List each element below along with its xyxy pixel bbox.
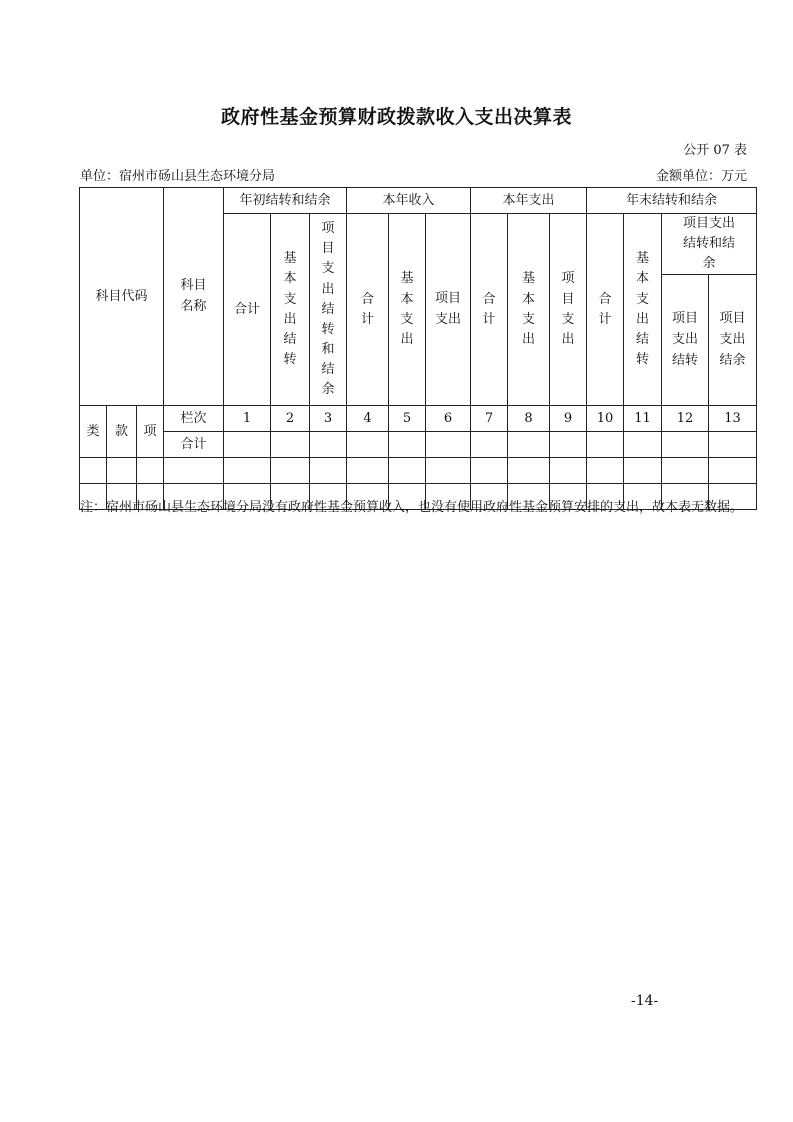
table-cell <box>662 432 709 458</box>
table-row <box>80 458 757 484</box>
table-cell <box>310 432 347 458</box>
table-cell <box>347 432 389 458</box>
table-cell <box>471 432 508 458</box>
col-g1-total: 合计 <box>224 214 271 406</box>
table-cell <box>224 458 271 484</box>
table-cell <box>389 432 426 458</box>
table-cell <box>508 458 550 484</box>
col-g4-project-balance <box>709 275 757 406</box>
table-cell <box>426 458 471 484</box>
budget-table <box>79 187 757 510</box>
col-g2-basic <box>389 214 426 406</box>
col-g2-total <box>347 214 389 406</box>
col-number: 8 <box>508 406 550 432</box>
col-number: 1 <box>224 406 271 432</box>
group-current-expense: 本年支出 <box>471 188 587 214</box>
col-number: 11 <box>624 406 662 432</box>
col-g3-basic-label: 基本支出 <box>521 271 535 347</box>
form-number: 公开 07 表 <box>683 143 747 158</box>
col-g4-project-balance-label: 项目支出结余 <box>719 311 746 368</box>
table-cell <box>137 458 164 484</box>
subject-name-header <box>164 188 224 406</box>
col-g3-project <box>550 214 587 406</box>
col-g1-project <box>310 214 347 406</box>
col-g1-project-label: 项目支出结转和结余 <box>321 221 335 398</box>
col-number: 5 <box>389 406 426 432</box>
table-cell <box>271 432 310 458</box>
page-title: 政府性基金预算财政拨款收入支出决算表 <box>220 106 572 128</box>
col-g4-total-label: 合计 <box>598 291 612 327</box>
col-number: 12 <box>662 406 709 432</box>
table-cell <box>662 458 709 484</box>
col-g2-basic-label: 基本支出 <box>400 271 414 347</box>
currency-unit: 金额单位：万元 <box>655 169 747 184</box>
subject-code-header: 科目代码 <box>80 188 164 406</box>
col-g2-project-label: 项目支出 <box>434 290 461 327</box>
col-g3-total <box>471 214 508 406</box>
table-cell <box>471 458 508 484</box>
col-g4-project-label: 项目支出结转和结余 <box>683 216 736 272</box>
table-cell <box>310 458 347 484</box>
table-cell <box>80 458 107 484</box>
col-g3-project-label: 项目支出 <box>561 271 575 347</box>
col-g3-basic <box>508 214 550 406</box>
col-g4-project <box>662 214 757 275</box>
col-g4-project-carry <box>662 275 709 406</box>
page-number: -14- <box>631 993 659 1009</box>
col-number: 9 <box>550 406 587 432</box>
col-number: 7 <box>471 406 508 432</box>
kuan-header: 款 <box>107 406 137 458</box>
table-cell <box>107 458 137 484</box>
lei-header: 类 <box>80 406 107 458</box>
col-g4-basic <box>624 214 662 406</box>
table-cell <box>550 458 587 484</box>
lanci-label: 栏次 <box>164 406 224 432</box>
col-number: 4 <box>347 406 389 432</box>
col-g4-basic-label: 基本支出结转 <box>635 251 649 367</box>
table-cell <box>347 458 389 484</box>
col-g4-project-carry-label: 项目支出结转 <box>671 311 698 368</box>
col-g2-project <box>426 214 471 406</box>
col-number: 2 <box>271 406 310 432</box>
col-number: 10 <box>587 406 624 432</box>
col-g4-total <box>587 214 624 406</box>
table-cell <box>709 458 757 484</box>
col-number: 13 <box>709 406 757 432</box>
table-cell <box>709 432 757 458</box>
xiang-header: 项 <box>137 406 164 458</box>
subject-name-label: 科目名称 <box>180 277 207 314</box>
table-cell <box>271 458 310 484</box>
col-g1-basic <box>271 214 310 406</box>
table-note: 注：宿州市砀山县生态环境分局没有政府性基金预算收入，也没有使用政府性基金预算安排的支出，故本表无数据。 <box>80 500 744 515</box>
table-cell <box>426 432 471 458</box>
col-g1-basic-label: 基本支出结转 <box>283 251 297 367</box>
col-number: 6 <box>426 406 471 432</box>
table-cell <box>624 458 662 484</box>
group-current-income: 本年收入 <box>347 188 471 214</box>
table-cell <box>389 458 426 484</box>
table-row-total <box>80 432 757 458</box>
col-number: 3 <box>310 406 347 432</box>
total-label: 合计 <box>164 432 224 458</box>
table-cell <box>224 432 271 458</box>
reporting-unit: 单位：宿州市砀山县生态环境分局 <box>80 169 276 184</box>
col-g3-total-label: 合计 <box>482 291 496 327</box>
col-g2-total-label: 合计 <box>360 291 374 327</box>
table-cell <box>587 432 624 458</box>
table-cell <box>624 432 662 458</box>
table-cell <box>508 432 550 458</box>
table-cell <box>164 458 224 484</box>
table-cell <box>550 432 587 458</box>
table-cell <box>587 458 624 484</box>
group-closing-balance: 年末结转和结余 <box>587 188 757 214</box>
group-opening-balance: 年初结转和结余 <box>224 188 347 214</box>
